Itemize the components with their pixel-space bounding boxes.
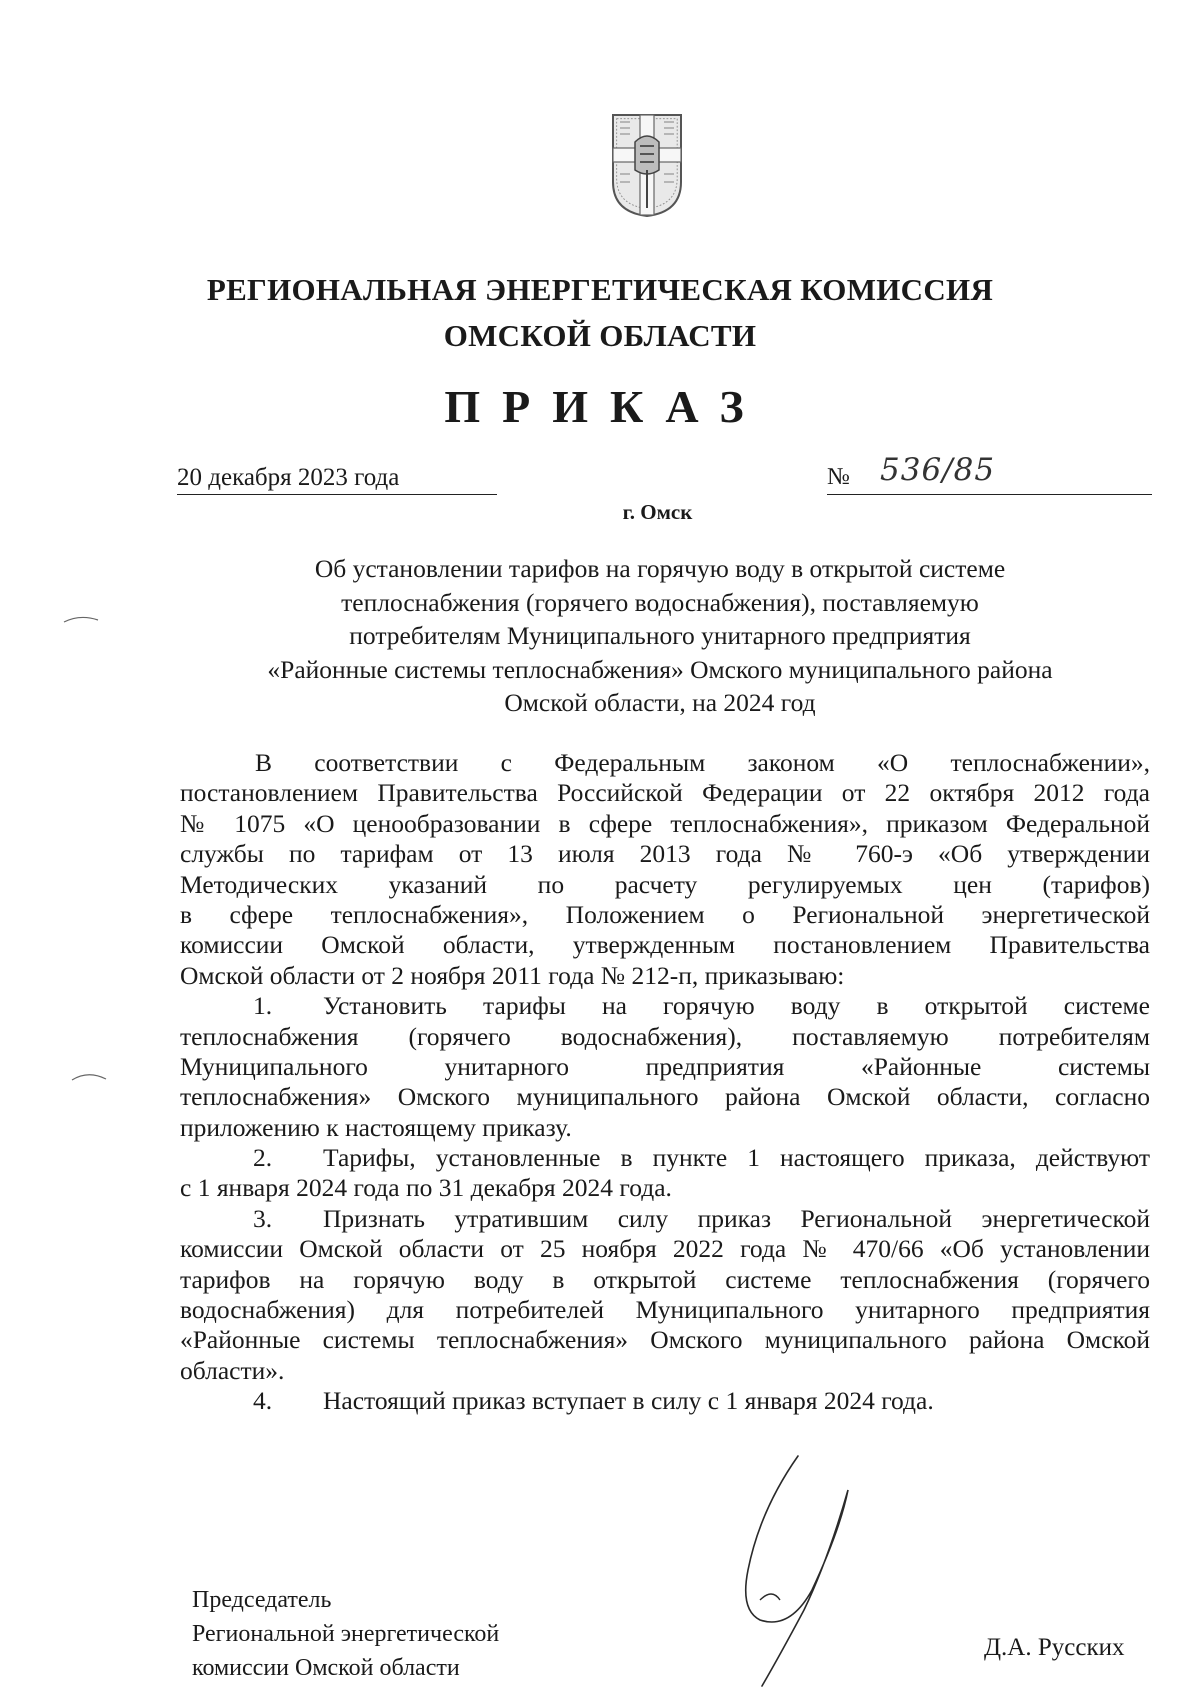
item-line: теплоснабжения (горячего водоснабжения), поставляемую потребителям	[180, 1021, 1150, 1051]
item-line: теплоснабжения» Омского муниципального района Омской области, согласно	[180, 1082, 1150, 1112]
subject-line: Об установлении тарифов на горячую воду в открытой системе	[314, 554, 1006, 583]
item-4-first-line	[180, 1386, 1150, 1416]
preamble-line: Омской области от 2 ноября 2011 года № 212-п, приказываю:	[180, 960, 845, 990]
coat-of-arms-icon	[610, 112, 684, 218]
item-text: Настоящий приказ вступает в силу с 1 января 2024 года.	[323, 1386, 934, 1416]
item-text: Установить тарифы на горячую воду в открытой системе	[323, 991, 1150, 1021]
item-text: Тарифы, установленные в пункте 1 настоящего приказа, действуют	[323, 1143, 1150, 1173]
item-number: 1.	[253, 991, 273, 1021]
item-line: области».	[180, 1355, 285, 1385]
organization-name-line2: ОМСКОЙ ОБЛАСТИ	[443, 318, 757, 353]
signatory-title-line: комиссии Омской области	[192, 1655, 460, 1681]
item-line: «Районные системы теплоснабжения» Омского муниципального района Омской	[180, 1325, 1150, 1355]
subject-line: Омской области, на 2024 год	[504, 688, 816, 717]
signatory-title	[192, 1583, 499, 1685]
item-line: Муниципального унитарного предприятия «Районные системы	[180, 1051, 1150, 1081]
order-number-label: №	[827, 464, 850, 490]
order-body	[180, 748, 1150, 1417]
signatory-name: Д.А. Русских	[984, 1634, 1125, 1661]
preamble-line: Методических указаний по расчету регулируемых цен (тарифов)	[180, 869, 1150, 899]
item-number: 2.	[253, 1143, 273, 1173]
item-line: с 1 января 2024 года по 31 декабря 2024 года.	[180, 1173, 672, 1203]
scan-artifact-mark	[62, 612, 102, 626]
item-number: 3.	[253, 1203, 273, 1233]
item-text: Признать утратившим силу приказ Региональной энергетической	[323, 1203, 1150, 1233]
item-number: 4.	[253, 1386, 273, 1416]
order-number-handwritten: 536/85	[880, 452, 996, 488]
item-line: комиссии Омской области от 25 ноября 2022 года № 470/66 «Об установлении	[180, 1234, 1150, 1264]
preamble-line: № 1075 «О ценообразовании в сфере теплоснабжения», приказом Федеральной	[180, 808, 1150, 838]
subject-line: потребителям Муниципального унитарного предприятия	[349, 621, 971, 650]
order-subject	[200, 552, 1120, 720]
item-3-first-line	[180, 1204, 1150, 1234]
date-underline	[177, 494, 497, 495]
number-underline	[827, 494, 1152, 495]
subject-line: теплоснабжения (горячего водоснабжения), поставляемую	[341, 587, 979, 617]
organization-name-line1: РЕГИОНАЛЬНАЯ ЭНЕРГЕТИЧЕСКАЯ КОМИССИЯ	[206, 272, 994, 307]
preamble-line: службы по тарифам от 13 июля 2013 года № 760-э «Об утверждении	[180, 839, 1150, 869]
signatory-title-line: Председатель	[192, 1587, 332, 1613]
order-date: 20 декабря 2023 года	[177, 464, 400, 491]
document-type-title: ПРИКАЗ	[444, 381, 766, 432]
subject-line: «Районные системы теплоснабжения» Омского муниципального района	[267, 654, 1053, 684]
item-1-first-line	[180, 991, 1150, 1021]
item-line: водоснабжения) для потребителей Муниципального унитарного предприятия	[180, 1295, 1150, 1325]
item-2-first-line	[180, 1143, 1150, 1173]
handwritten-signature	[720, 1450, 870, 1690]
preamble-line: в сфере теплоснабжения», Положением о Региональной энергетической	[180, 899, 1150, 929]
signatory-title-line: Региональной энергетической	[192, 1621, 500, 1647]
item-line: приложению к настоящему приказу.	[180, 1112, 572, 1142]
preamble-line: В соответствии с Федеральным законом «О теплоснабжении»,	[255, 748, 1150, 777]
preamble-line: постановлением Правительства Российской Федерации от 22 октября 2012 года	[180, 778, 1150, 808]
preamble-line: комиссии Омской области, утвержденным постановлением Правительства	[180, 930, 1150, 960]
scan-artifact-mark	[70, 1070, 110, 1084]
city-label: г. Омск	[622, 500, 693, 524]
item-line: тарифов на горячую воду в открытой системе теплоснабжения (горячего	[180, 1264, 1150, 1294]
